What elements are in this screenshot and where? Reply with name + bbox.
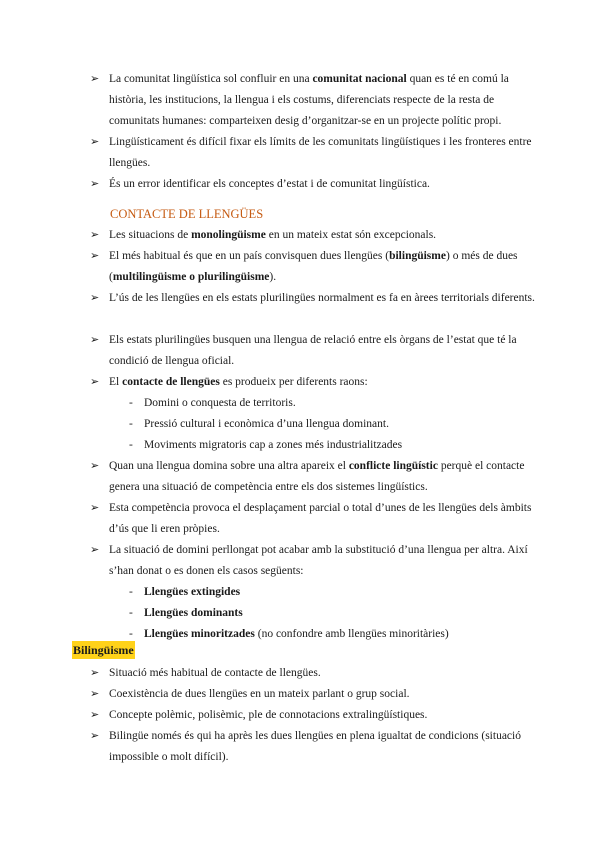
term-monolinguisme: monolingüisme xyxy=(191,229,266,241)
bullet-bil-coexistencia: ➢ Coexistència de dues llengües en un mateix parlant o grup social. xyxy=(90,684,535,705)
dash-bullet-icon: - xyxy=(129,418,133,430)
dash-bullet-icon: - xyxy=(129,586,133,598)
bullet-estats-plurilingues: ➢ Els estats plurilingües busquen una llengua de relació entre els òrgans de l’estat que té la condició de llengua oficial. xyxy=(90,330,535,372)
bullet-bil-definicio: ➢ Bilingüe només és qui ha après les dues llengües en plena igualtat de condicions (situació impossible o molt difícil). xyxy=(90,726,535,768)
arrow-bullet-icon: ➢ xyxy=(90,544,100,556)
sub-item-raons: - Pressió cultural i econòmica d’una llengua dominant. xyxy=(129,414,529,435)
bullet-comunitat-nacional: ➢ La comunitat lingüística sol confluir en una comunitat nacional quan es té en comú la història, les institucions, la llengua i els costums, diferenciats respecte de la resta de comunitats humanes: comparteixen desig d’organitzar-se en un projecte polític propi. xyxy=(90,69,535,132)
bullet-error: ➢ És un error identificar els conceptes d’estat i de comunitat lingüística. xyxy=(90,174,535,195)
arrow-bullet-icon: ➢ xyxy=(90,292,100,304)
arrow-bullet-icon: ➢ xyxy=(90,376,100,388)
sub-item-casos: - Llengües extingides xyxy=(129,582,529,603)
bullet-substitucio: ➢ La situació de domini perllongat pot acabar amb la substitució d’una llengua per altra. Així s’han donat o es donen els casos següents: xyxy=(90,540,535,582)
term-contacte-de-llengues: contacte de llengües xyxy=(122,376,220,388)
arrow-bullet-icon: ➢ xyxy=(90,73,100,85)
bullet-contacte: ➢ El contacte de llengües es produeix per diferents raons: xyxy=(90,372,535,393)
bullet-bil-situacio: ➢ Situació més habitual de contacte de llengües. xyxy=(90,663,535,684)
bullet-bilinguisme: ➢ El més habitual és que en un país convisquen dues llengües (bilingüisme) o més de dues (multilingüisme o plurilingüisme). xyxy=(90,246,535,288)
section-heading-contacte: CONTACTE DE LLENGÜES xyxy=(110,207,264,221)
sub-item-raons: - Domini o conquesta de territoris. xyxy=(129,393,529,414)
term-multilinguisme: multilingüisme o plurilingüisme xyxy=(112,271,270,283)
term-comunitat-nacional: comunitat nacional xyxy=(312,73,407,85)
bullet-monolinguisme: ➢ Les situacions de monolingüisme en un mateix estat són excepcionals. xyxy=(90,225,535,246)
section-heading-bilinguisme: Bilingüisme xyxy=(73,643,134,657)
dash-bullet-icon: - xyxy=(129,607,133,619)
bullet-us-llengues: ➢ L’ús de les llengües en els estats plurilingües normalment es fa en àrees territorials diferents. xyxy=(90,288,535,309)
arrow-bullet-icon: ➢ xyxy=(90,688,100,700)
arrow-bullet-icon: ➢ xyxy=(90,229,100,241)
arrow-bullet-icon: ➢ xyxy=(90,178,100,190)
sub-item-raons: - Moviments migratoris cap a zones més industrialitzades xyxy=(129,435,529,456)
arrow-bullet-icon: ➢ xyxy=(90,667,100,679)
arrow-bullet-icon: ➢ xyxy=(90,709,100,721)
arrow-bullet-icon: ➢ xyxy=(90,334,100,346)
bullet-bil-concepte: ➢ Concepte polèmic, polisèmic, ple de connotacions extralingüístiques. xyxy=(90,705,535,726)
bullet-conflicte: ➢ Quan una llengua domina sobre una altra apareix el conflicte lingüístic perquè el contacte genera una situació de competència entre els dos sistemes lingüístics. xyxy=(90,456,535,498)
dash-bullet-icon: - xyxy=(129,439,133,451)
term-bilinguisme: bilingüisme xyxy=(389,250,446,262)
arrow-bullet-icon: ➢ xyxy=(90,250,100,262)
sub-item-casos: - Llengües dominants xyxy=(129,603,529,624)
arrow-bullet-icon: ➢ xyxy=(90,730,100,742)
arrow-bullet-icon: ➢ xyxy=(90,136,100,148)
sub-item-casos: - Llengües minoritzades (no confondre amb llengües minoritàries) xyxy=(129,624,529,645)
term-conflicte-linguistic: conflicte lingüístic xyxy=(348,460,438,472)
dash-bullet-icon: - xyxy=(129,628,133,640)
arrow-bullet-icon: ➢ xyxy=(90,502,100,514)
bullet-competencia: ➢ Esta competència provoca el desplaçament parcial o total d’unes de les llengües dels àmbits d’ús que li eren pròpies. xyxy=(90,498,535,540)
arrow-bullet-icon: ➢ xyxy=(90,460,100,472)
bullet-limits: ➢ Lingüísticament és difícil fixar els límits de les comunitats lingüístiques i les fronteres entre llengües. xyxy=(90,132,535,174)
dash-bullet-icon: - xyxy=(129,397,133,409)
